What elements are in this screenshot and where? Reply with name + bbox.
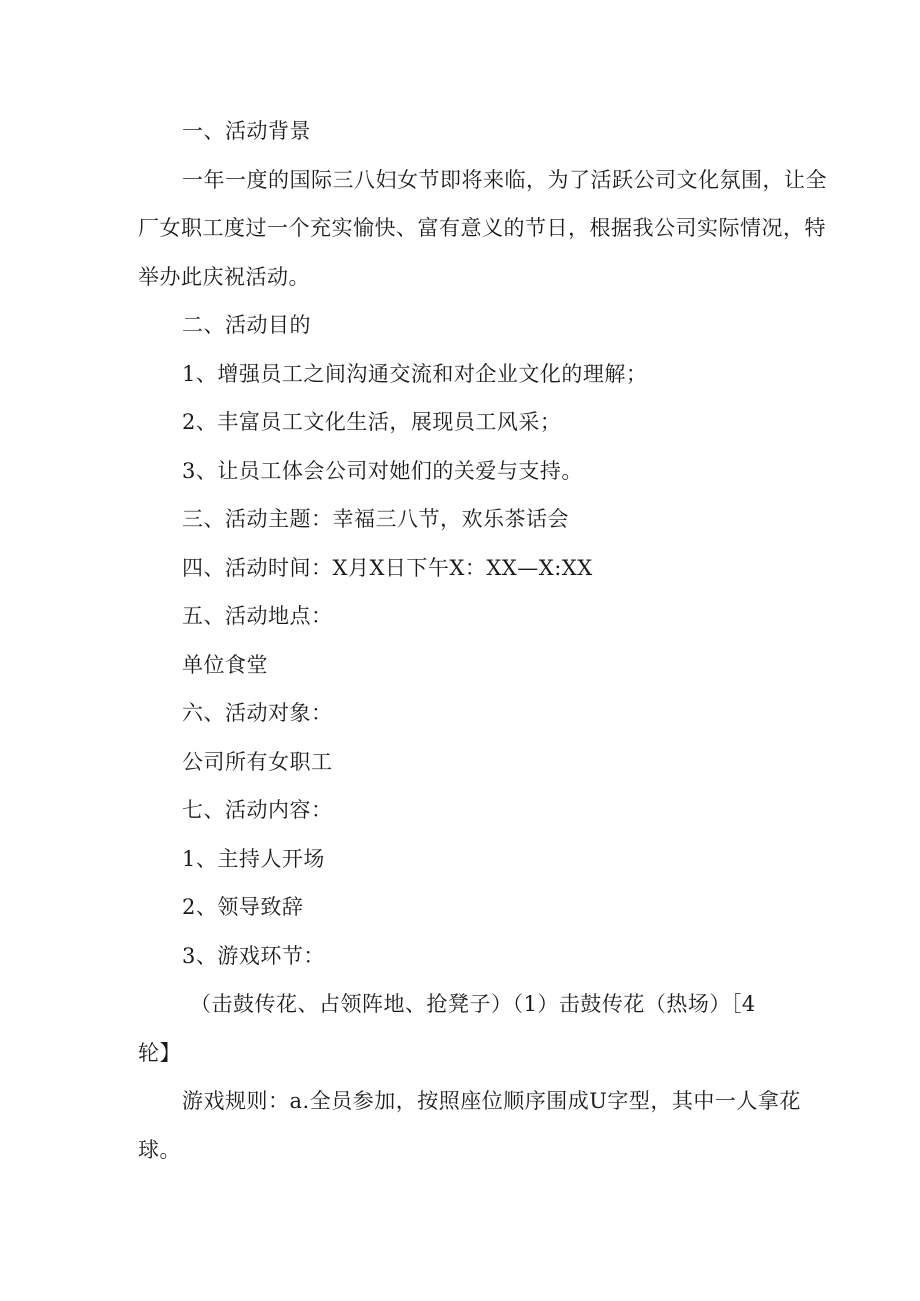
list-item: 2、领导致辞	[182, 895, 304, 919]
paragraph-line: （击鼓传花、占领阵地、抢凳子）（1）击鼓传花（热场）［4	[190, 992, 756, 1016]
paragraph-line: 一年一度的国际三八妇女节即将来临，为了活跃公司文化氛围，让全	[182, 168, 827, 192]
heading-audience: 六、活动对象：	[182, 701, 333, 725]
heading-location: 五、活动地点：	[182, 604, 333, 628]
list-item: 3、游戏环节：	[182, 944, 325, 968]
list-item: 2、丰富员工文化生活，展现员工风采；	[182, 410, 562, 434]
list-item: 3、让员工体会公司对她们的关爱与支持。	[182, 459, 583, 483]
heading-background: 一、活动背景	[182, 119, 311, 143]
paragraph-line: 游戏规则：a.全员参加，按照座位顺序围成U字型，其中一人拿花	[182, 1089, 801, 1113]
paragraph-line: 举办此庆祝活动。	[138, 265, 310, 289]
list-item: 1、增强员工之间沟通交流和对企业文化的理解；	[182, 362, 648, 386]
heading-purpose: 二、活动目的	[182, 313, 311, 337]
heading-content: 七、活动内容：	[182, 798, 333, 822]
audience-value: 公司所有女职工	[182, 750, 333, 774]
location-value: 单位食堂	[182, 653, 268, 677]
paragraph-line: 球。	[138, 1138, 181, 1162]
list-item: 1、主持人开场	[182, 847, 325, 871]
paragraph-line: 厂女职工度过一个充实愉快、富有意义的节日，根据我公司实际情况，特	[138, 216, 826, 240]
heading-theme: 三、活动主题：幸福三八节，欢乐茶话会	[182, 507, 569, 531]
paragraph-line: 轮】	[138, 1041, 181, 1065]
heading-time: 四、活动时间：X月X日下午X：XX—X:XX	[182, 556, 593, 580]
